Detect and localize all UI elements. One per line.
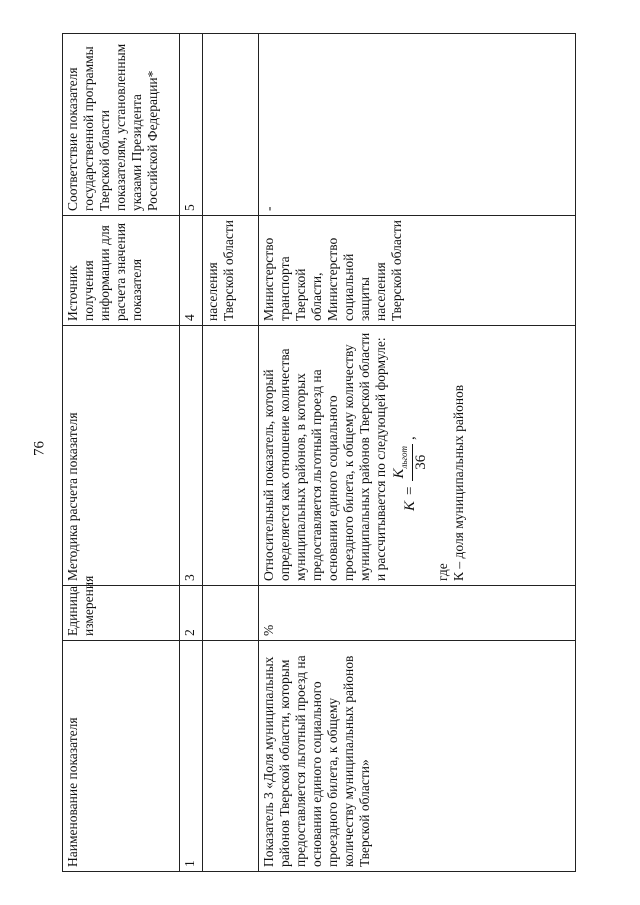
column-number: 4: [180, 216, 203, 326]
continuation-row: [203, 34, 259, 872]
column-number: 5: [180, 34, 203, 216]
unit-cell: %: [258, 586, 575, 641]
source-cell: Министерство транспорта Тверской области, Министерство социальной защиты населения Тверской области: [258, 216, 575, 326]
formula-trailing-comma: ,: [401, 436, 418, 440]
indicator-name-cell: Показатель 3 «Доля муниципальных районов Тверской области, которым предоставляется льготный проезд на основании единого социального проездного билета, к общему количеству муниципальных районов Тверской области»: [258, 641, 575, 872]
method-text: Относительный показатель, который определяется как отношение количества муниципальных районов, в которых предоставляется льготный проезд на основании единого социального проездного билета, к общему количеству муниципальных районов Тверской области и рассчитывается по следующей формуле:: [260, 332, 388, 581]
where-definition: К – доля муниципальных районов: [450, 384, 466, 581]
formula-numerator-subscript: льгот: [398, 445, 409, 469]
header-unit: Единица измерения: [63, 586, 180, 641]
column-number-row: [180, 34, 203, 872]
continuation-source-cell: населения Тверской области: [203, 216, 259, 326]
formula: [391, 330, 431, 511]
continuation-cell: [203, 641, 259, 872]
formula-numerator: [391, 444, 413, 481]
header-source: Источник получения информации для расчета значения показателя: [63, 216, 180, 326]
column-number: 1: [180, 641, 203, 872]
header-compliance: Соответствие показателя государственной программы Тверской области показателям, установленным указами Президента Российской Федерации*: [63, 34, 180, 216]
rotated-table-container: [62, 34, 576, 872]
column-number: 3: [180, 326, 203, 586]
header-indicator-name: Наименование показателя: [63, 641, 180, 872]
continuation-cell: [203, 34, 259, 216]
formula-lhs: K: [401, 500, 418, 511]
header-method: Методика расчета показателя: [63, 326, 180, 586]
formula-numerator-var: K: [390, 468, 407, 479]
formula-denominator: 36: [412, 454, 429, 470]
page-number: 76: [31, 441, 48, 456]
table-row: [258, 34, 575, 872]
where-label: где: [434, 563, 450, 581]
continuation-cell: [203, 326, 259, 586]
header-row: [63, 34, 180, 872]
column-number: 2: [180, 586, 203, 641]
method-cell: [258, 326, 575, 586]
continuation-cell: [203, 586, 259, 641]
indicator-table: [62, 33, 576, 872]
formula-equals: =: [401, 486, 418, 495]
compliance-cell: -: [258, 34, 575, 216]
